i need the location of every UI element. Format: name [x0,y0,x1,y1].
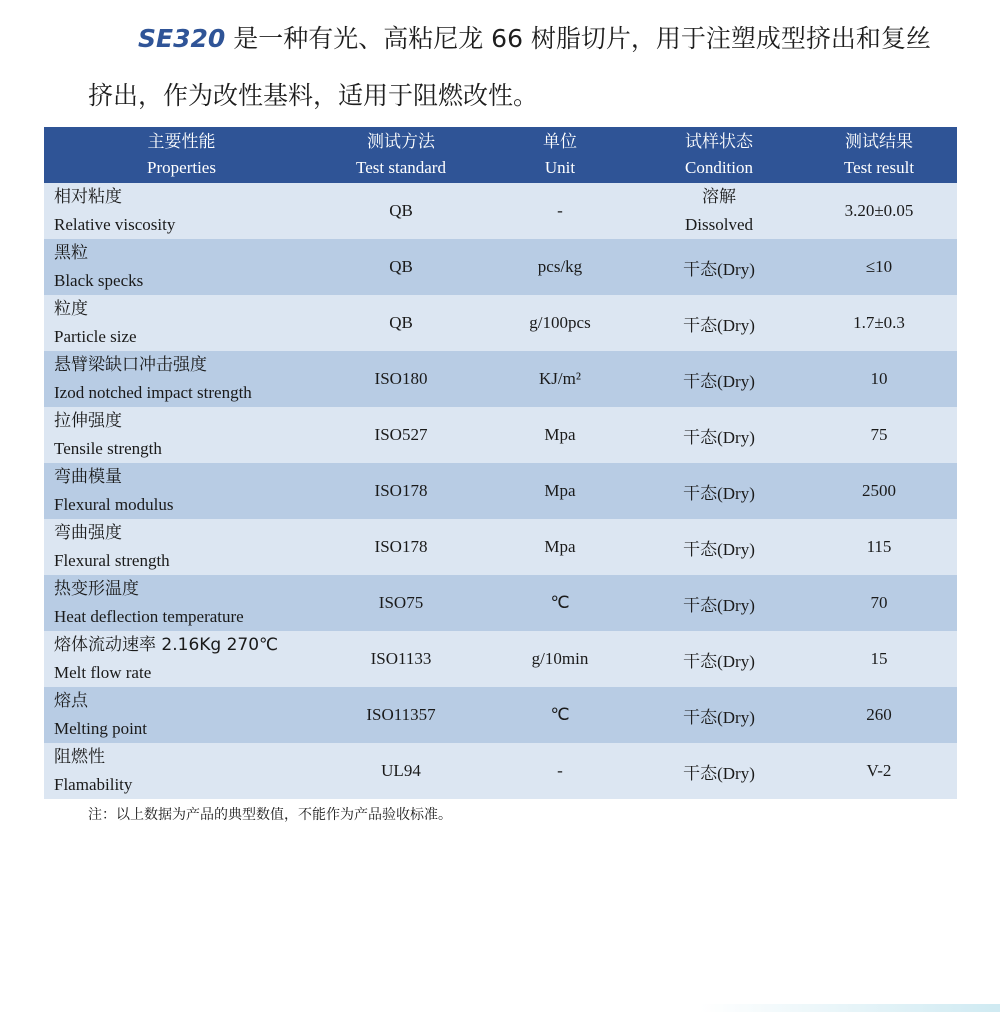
header-condition: 试样状态 Condition [684,132,753,177]
table-row [44,183,957,239]
property-cell: 拉伸强度 Tensile strength [54,411,162,458]
property-cell: 熔体流动速率 2.16Kg 270℃ Melt flow rate [54,635,279,682]
standard-cell: QB [389,313,413,332]
unit-cell: - [557,761,563,780]
result-cell: 70 [870,593,888,612]
condition-cell: 干态(Dry) [683,651,755,671]
header-test-standard: 测试方法 Test standard [356,132,446,177]
property-cell: 熔点 Melting point [54,691,148,738]
standard-cell: ISO178 [374,537,428,556]
result-cell: ≤10 [865,257,893,276]
table-row [44,631,957,687]
footnote: 注：以上数据为产品的典型数值，不能作为产品验收标准。 [88,807,452,823]
property-cell: 阻燃性 Flamability [54,747,133,794]
header-test-result: 测试结果 Test result [843,132,915,177]
standard-cell: QB [389,201,413,220]
unit-cell: ℃ [550,705,570,724]
property-cell: 弯曲强度 Flexural strength [54,523,170,570]
unit-cell: Mpa [544,481,576,500]
result-cell: 15 [870,649,888,668]
condition-cell: 干态(Dry) [683,427,755,447]
unit-cell: ℃ [550,593,570,612]
standard-cell: ISO527 [374,425,428,444]
table-row [44,687,957,743]
condition-cell: 干态(Dry) [683,371,755,391]
unit-cell: - [557,201,563,220]
result-cell: 260 [866,705,892,724]
result-cell: 115 [866,537,892,556]
intro-text: 是一种有光、高粘尼龙 66 树脂切片，用于注塑成型挤出和复丝挤出，作为改性基料，适用于阻燃改性。 [88,24,931,110]
table-row [44,743,957,799]
intro-paragraph [88,10,948,124]
standard-cell: UL94 [381,761,421,780]
property-cell: 粒度 Particle size [54,299,137,346]
table-row [44,295,957,351]
condition-cell: 干态(Dry) [683,259,755,279]
condition-cell: 干态(Dry) [683,707,755,727]
result-cell: 3.20±0.05 [844,201,914,220]
unit-cell: KJ/m² [539,369,581,388]
condition-cell: 干态(Dry) [683,315,755,335]
result-cell: 75 [870,425,888,444]
table-row [44,519,957,575]
unit-cell: pcs/kg [537,257,583,276]
result-cell: 2500 [862,481,896,500]
result-cell: V-2 [866,761,892,780]
decorative-bar [700,1004,1000,1012]
unit-cell: Mpa [544,425,576,444]
standard-cell: ISO180 [374,369,428,388]
unit-cell: g/10min [531,649,589,668]
property-cell: 黑粒 Black specks [54,243,144,290]
table-header-row [44,127,957,183]
property-cell: 悬臂梁缺口冲击强度 Izod notched impact strength [54,355,252,402]
table-row [44,463,957,519]
standard-cell: ISO11357 [366,705,436,724]
property-cell: 相对粘度 Relative viscosity [54,187,176,234]
standard-cell: ISO1133 [370,649,432,668]
header-unit: 单位 Unit [543,132,577,177]
header-properties: 主要性能 Properties [147,132,216,177]
product-name: SE320 [138,24,226,53]
condition-cell: 干态(Dry) [683,763,755,783]
unit-cell: g/100pcs [529,313,591,332]
property-cell: 热变形温度 Heat deflection temperature [54,579,244,626]
condition-cell: 干态(Dry) [683,483,755,503]
standard-cell: ISO75 [378,593,424,612]
condition-cell: 干态(Dry) [683,539,755,559]
result-cell: 10 [870,369,888,388]
standard-cell: ISO178 [374,481,428,500]
property-cell: 弯曲模量 Flexural modulus [54,467,174,514]
table-row [44,407,957,463]
table-row [44,239,957,295]
unit-cell: Mpa [544,537,576,556]
result-cell: 1.7±0.3 [853,313,905,332]
table-row [44,351,957,407]
table-row [44,575,957,631]
condition-cell: 溶解 Dissolved [685,187,753,234]
standard-cell: QB [389,257,413,276]
condition-cell: 干态(Dry) [683,595,755,615]
properties-table [44,127,957,799]
